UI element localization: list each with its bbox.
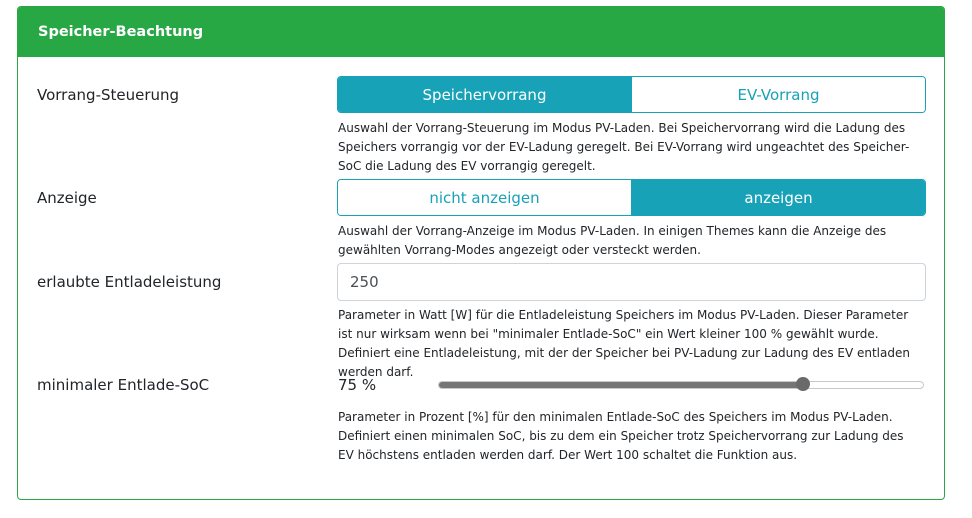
discharge-power-label: erlaubte Entladeleistung (37, 273, 222, 291)
display-help-text: Auswahl der Vorrang-Anzeige im Modus PV-Laden. In einigen Themes kann die Anzeige des gewählten Vorrang-Modes angezeigt oder versteckt werden. (338, 224, 887, 257)
min-soc-slider-fill (439, 382, 802, 388)
min-soc-slider-track[interactable] (438, 381, 924, 389)
priority-help-text: Auswahl der Vorrang-Steuerung im Modus PV-Laden. Bei Speichervorrang wird die Ladung des Speichers vorrangig vor der EV-Ladung geregelt. Bei EV-Vorrang wird ungeachtet des Speicher-SoC die Ladung des EV vorrangig geregelt. (338, 121, 910, 173)
priority-toggle-group (337, 76, 926, 113)
display-toggle-group (337, 179, 926, 216)
priority-option-ev[interactable]: EV-Vorrang (631, 77, 925, 112)
priority-label: Vorrang-Steuerung (37, 86, 180, 104)
discharge-power-help-text: Parameter in Watt [W] für die Entladeleistung Speichers im Modus PV-Laden. Dieser Parameter ist nur wirksam wenn bei "minimaler Entlade-SoC" ein Wert kleiner 100 % gewählt wurde. Definiert eine Entladeleistung, mit der der Speicher bei PV-Ladung zur Ladung des EV entladen werden darf. (338, 308, 910, 379)
display-label: Anzeige (37, 189, 97, 207)
card-title: Speicher-Beachtung (18, 7, 944, 57)
display-option-show[interactable]: anzeigen (631, 180, 925, 215)
priority-option-storage[interactable]: Speichervorrang (338, 77, 631, 112)
min-soc-slider-thumb[interactable] (796, 377, 810, 391)
min-soc-label: minimaler Entlade-SoC (37, 376, 210, 394)
min-soc-value: 75 % (338, 376, 377, 394)
discharge-power-input[interactable] (337, 263, 926, 301)
min-soc-help-text: Parameter in Prozent [%] für den minimalen Entlade-SoC des Speichers im Modus PV-Laden. Definiert einen minimalen SoC, bis zu dem ein Speicher trotz Speichervorrang zur Ladung des EV höchstens entladen werden darf. Der Wert 100 schaltet die Funktion aus. (338, 410, 904, 462)
display-option-hide[interactable]: nicht anzeigen (338, 180, 631, 215)
